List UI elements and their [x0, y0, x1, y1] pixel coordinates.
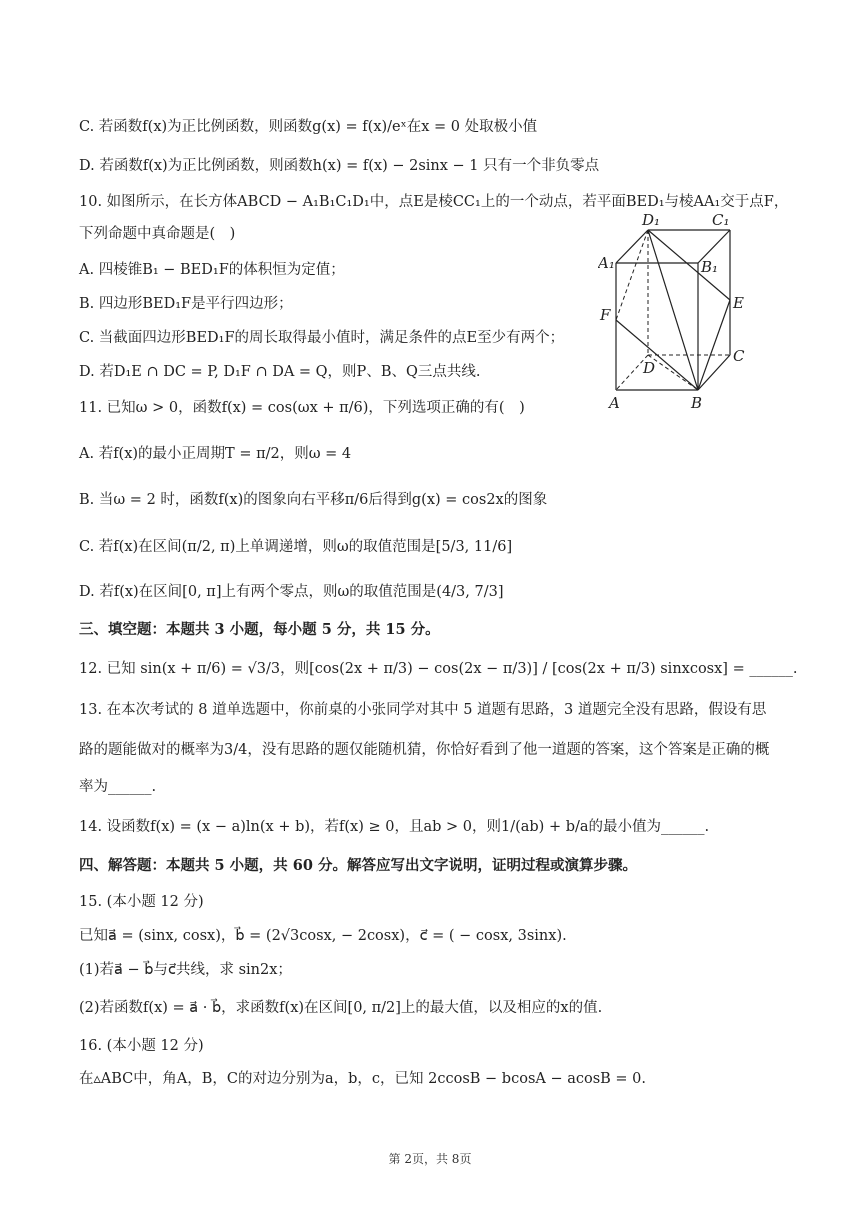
q16-given: 在▵ABC中，角A，B，C的对边分别为a，b，c，已知 2ccosB − bcosA − acosB = 0. — [79, 1071, 647, 1087]
q15-part2: (2)若函数f(x) = a⃗ · b⃗，求函数f(x)在区间[0, π/2]上的最大值，以及相应的x的值. — [79, 1000, 603, 1016]
label-A1: A₁ — [598, 254, 615, 272]
q14: 14. 设函数f(x) = (x − a)ln(x + b)，若f(x) ≥ 0，且ab > 0，则1/(ab) + b/a的最小值为______. — [79, 819, 710, 835]
q9-option-d: D. 若函数f(x)为正比例函数，则函数h(x) = f(x) − 2sinx − 1 只有一个非负零点 — [79, 158, 600, 174]
label-A: A — [609, 394, 620, 412]
q11-option-a: A. 若f(x)的最小正周期T = π/2，则ω = 4 — [79, 446, 352, 462]
q12: 12. 已知 sin(x + π/6) = √3/3，则[cos(2x + π/3) − cos(2x − π/3)] / [cos(2x + π/3) sinxcosx] = ______. — [79, 661, 798, 677]
q9-option-c: C. 若函数f(x)为正比例函数，则函数g(x) = f(x)/eˣ在x = 0 处取极小值 — [79, 119, 538, 135]
q10-stem-cont: 下列命题中真命题是( ) — [79, 226, 236, 242]
q10-option-a: A. 四棱锥B₁ − BED₁F的体积恒为定值； — [79, 262, 345, 278]
q13-line3: 率为______. — [79, 779, 157, 795]
section-4-heading: 四、解答题：本题共 5 小题，共 60 分。解答应写出文字说明，证明过程或演算步骤。 — [79, 857, 637, 874]
label-C1: C₁ — [712, 211, 730, 229]
q10-option-c: C. 当截面四边形BED₁F的周长取得最小值时，满足条件的点E至少有两个； — [79, 330, 565, 346]
label-B1: B₁ — [701, 258, 719, 276]
q13-line2: 路的题能做对的概率为3/4，没有思路的题仅能随机猜，你恰好看到了他一道题的答案，这个答案是正确的概 — [79, 742, 770, 758]
label-C: C — [733, 347, 745, 365]
q10-stem: 10. 如图所示，在长方体ABCD − A₁B₁C₁D₁中，点E是棱CC₁上的一个动点，若平面BED₁与棱AA₁交于点F， — [79, 194, 789, 210]
label-B: B — [691, 394, 703, 412]
cuboid-figure — [598, 208, 758, 418]
q10-option-b: B. 四边形BED₁F是平行四边形； — [79, 296, 293, 312]
q13-line1: 13. 在本次考试的 8 道单选题中，你前桌的小张同学对其中 5 道题有思路，3 道题完全没有思路，假设有思 — [79, 702, 767, 718]
section-3-heading: 三、填空题：本题共 3 小题，每小题 5 分，共 15 分。 — [79, 621, 440, 638]
q15-given: 已知a⃗ = (sinx, cosx)，b⃗ = (2√3cosx, − 2cosx)，c⃗ = ( − cosx, 3sinx). — [79, 928, 567, 944]
q11-option-b: B. 当ω = 2 时，函数f(x)的图象向右平移π/6后得到g(x) = cos2x的图象 — [79, 492, 548, 508]
label-F: F — [600, 306, 611, 324]
q11-option-d: D. 若f(x)在区间[0, π]上有两个零点，则ω的取值范围是(4/3, 7/3] — [79, 584, 504, 600]
q10-option-d: D. 若D₁E ∩ DC = P, D₁F ∩ DA = Q，则P、B、Q三点共线. — [79, 364, 481, 380]
label-E: E — [733, 294, 744, 312]
label-D: D — [643, 359, 656, 377]
q15-part1: (1)若a⃗ − b⃗与c⃗共线，求 sin2x； — [79, 962, 292, 978]
label-D1: D₁ — [642, 211, 661, 229]
q11-option-c: C. 若f(x)在区间(π/2, π)上单调递增，则ω的取值范围是[5/3, 11/6] — [79, 539, 513, 555]
q11-stem: 11. 已知ω > 0，函数f(x) = cos(ωx + π/6)，下列选项正确的有( ) — [79, 400, 525, 416]
page-footer: 第 2页，共 8页 — [388, 1152, 472, 1166]
q16-title: 16. (本小题 12 分) — [79, 1038, 204, 1054]
q15-title: 15. (本小题 12 分) — [79, 894, 204, 910]
